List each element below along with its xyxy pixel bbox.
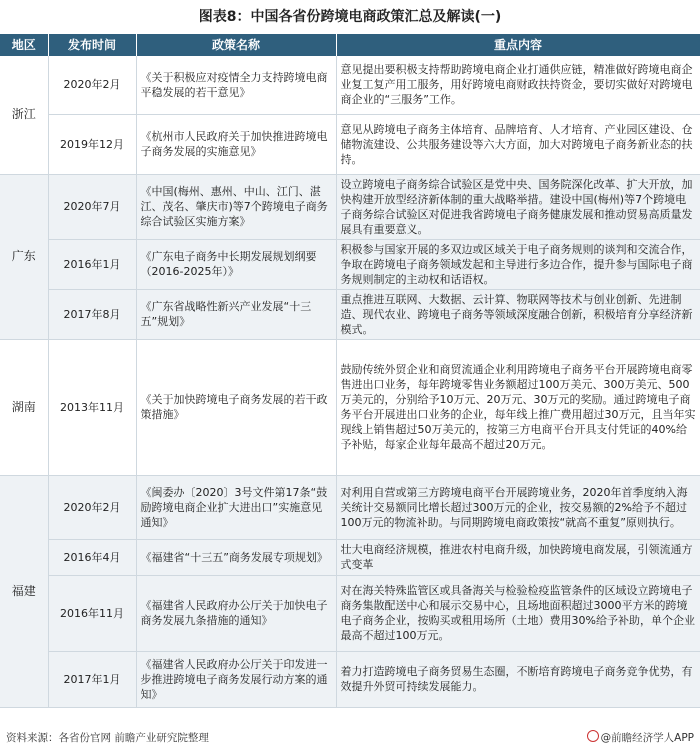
content-cell: 设立跨境电子商务综合试验区是党中央、国务院深化改革、扩大开放，加快构建开放型经济新体制的重大战略举措。建设中国(梅州)等7个跨境电子商务综合试验区对促进我省跨境电子商务健康发展和推动贸易高质量发展具有重要意义。 [336, 174, 700, 239]
region-cell-fujian: 福建 [0, 475, 48, 707]
content-cell: 着力打造跨境电子商务贸易生态圈，不断培育跨境电子商务竞争优势，有效提升外贸可持续发展能力。 [336, 651, 700, 707]
chart-title: 图表8：中国各省份跨境电商政策汇总及解读(一) [198, 9, 502, 25]
policy-cell: 《福建省“十三五”商务发展专项规划》 [136, 539, 336, 575]
policy-cell: 《广东电子商务中长期发展规划纲要（2016-2025年）》 [136, 239, 336, 289]
date-cell: 2019年12月 [48, 114, 136, 174]
policy-cell: 《闽委办〔2020〕3号文件第17条“鼓励跨境电商企业扩大进出口”实施意见通知》 [136, 475, 336, 539]
policy-cell: 《广东省战略性新兴产业发展“十三五”规划》 [136, 289, 336, 339]
content-cell: 意见从跨境电子商务主体培育、品牌培育、人才培育、产业园区建设、仓储物流建设、公共服务建设等六大方面，加大对跨境电子商务新业态的扶持。 [336, 114, 700, 174]
date-cell: 2020年7月 [48, 174, 136, 239]
policy-cell: 《关于积极应对疫情全力支持跨境电商平稳发展的若干意见》 [136, 56, 336, 114]
date-cell: 2013年11月 [48, 339, 136, 475]
region-cell-zhejiang: 浙江 [0, 56, 48, 174]
table-header-row [0, 34, 700, 56]
date-cell: 2020年2月 [48, 56, 136, 114]
region-cell-hunan: 湖南 [0, 339, 48, 475]
table-row [0, 651, 700, 707]
brand-credit [587, 730, 694, 745]
header-policy: 政策名称 [136, 34, 336, 56]
date-cell: 2017年8月 [48, 289, 136, 339]
date-cell: 2016年1月 [48, 239, 136, 289]
brand-logo-icon [587, 730, 599, 742]
policy-table [0, 34, 700, 708]
policy-cell: 《杭州市人民政府关于加快推进跨境电子商务发展的实施意见》 [136, 114, 336, 174]
content-cell: 重点推进互联网、大数据、云计算、物联网等技术与创业创新、先进制造、现代农业、跨境电子商务等领域深度融合创新，积极培育分享经济新模式。 [336, 289, 700, 339]
content-cell: 壮大电商经济规模，推进农村电商升级，加快跨境电商发展，引领流通方式变革 [336, 539, 700, 575]
date-cell: 2020年2月 [48, 475, 136, 539]
table-row [0, 56, 700, 114]
content-cell: 对利用自营或第三方跨境电商平台开展跨境业务，2020年首季度纳入海关统计交易额同比增长超过300万元的企业，按交易额的2%给予不超过100万元的物流补助。与同期跨境电商政策按“就高不重复”原则执行。 [336, 475, 700, 539]
policy-cell: 《福建省人民政府办公厅关于印发进一步推进跨境电子商务发展行动方案的通知》 [136, 651, 336, 707]
source-note: 资料来源：各省份官网 前瞻产业研究院整理 [6, 732, 209, 744]
table-row [0, 339, 700, 475]
policy-cell: 《福建省人民政府办公厅关于加快电子商务发展九条措施的通知》 [136, 575, 336, 651]
date-cell: 2016年11月 [48, 575, 136, 651]
table-row [0, 539, 700, 575]
date-cell: 2017年1月 [48, 651, 136, 707]
header-date: 发布时间 [48, 34, 136, 56]
policy-cell: 《关于加快跨境电子商务发展的若干政策措施》 [136, 339, 336, 475]
table-row [0, 475, 700, 539]
brand-label: @前瞻经济学人APP [600, 732, 694, 744]
table-row [0, 114, 700, 174]
content-cell: 积极参与国家开展的多双边或区域关于电子商务规则的谈判和交流合作，争取在跨境电子商务领域发起和主导进行多边合作，提升参与国际电子商务规则制定的主动权和话语权。 [336, 239, 700, 289]
table-row [0, 575, 700, 651]
content-cell: 对在海关特殊监管区或具备海关与检验检疫监管条件的区域设立跨境电子商务集散配送中心和展示交易中心，且场地面积超过3000平方米的跨境电子商务企业，按购买或租用场所（土地）费用30%给予补助，单个企业最高不超过100万元。 [336, 575, 700, 651]
policy-cell: 《中国(梅州、惠州、中山、江门、湛江、茂名、肇庆市)等7个跨境电子商务综合试验区实施方案》 [136, 174, 336, 239]
table-row [0, 239, 700, 289]
content-cell: 鼓励传统外贸企业和商贸流通企业利用跨境电子商务平台开展跨境电商零售进出口业务，每年跨境零售业务额超过100万美元、300万美元、500万美元的，分别给予10万元、20万元、30万元的奖励。通过跨境电子商务平台开展进出口业务的企业，每年线上推广费用超过30万元，且当年实现线上销售超过50万美元的，按第三方电商平台开具支付凭证的40%给予补贴，每家企业每年最高不超过20万元。 [336, 339, 700, 475]
footer [0, 726, 700, 750]
header-content: 重点内容 [336, 34, 700, 56]
region-cell-guangdong: 广东 [0, 174, 48, 339]
content-cell: 意见提出要积极支持帮助跨境电商企业打通供应链，精准做好跨境电商企业复工复产用工服务，用好跨境电商财政扶持资金，要切实做好对跨境电商企业的“三服务”工作。 [336, 56, 700, 114]
date-cell: 2016年4月 [48, 539, 136, 575]
table-row [0, 289, 700, 339]
header-region: 地区 [0, 34, 48, 56]
table-row [0, 174, 700, 239]
